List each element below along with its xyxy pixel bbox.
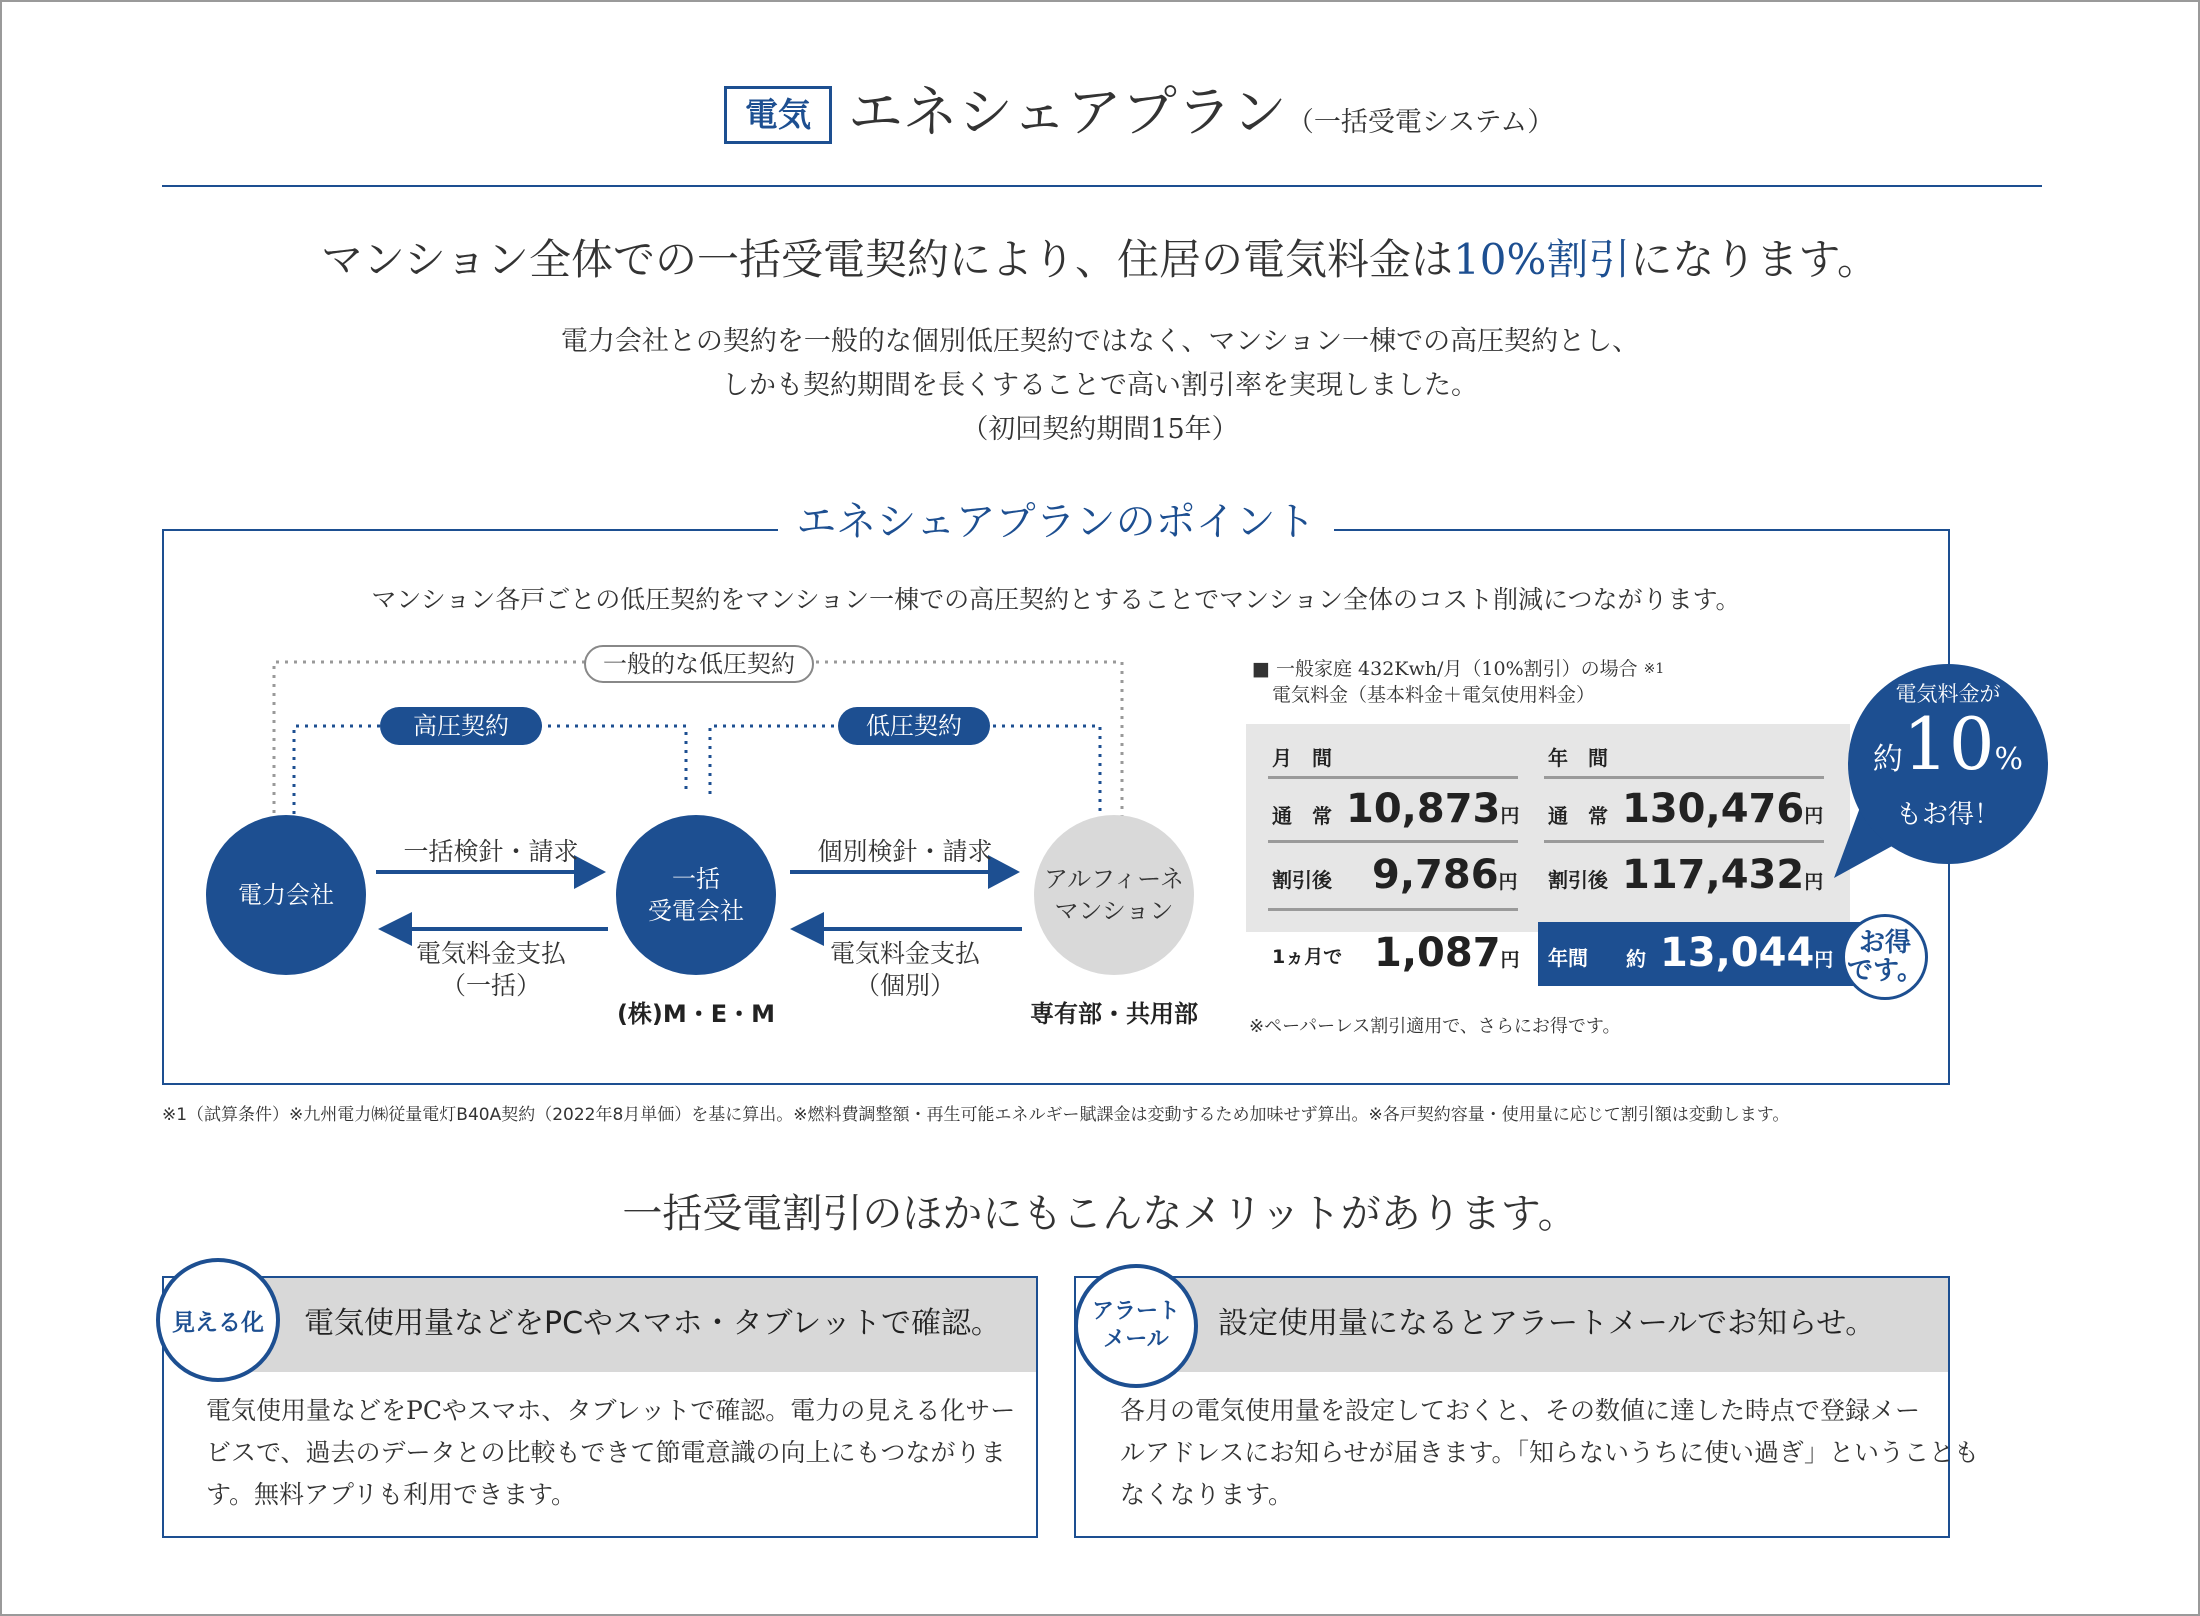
yen-unit: 円 [1500, 949, 1520, 971]
condition-line: ■ 一般家庭 432Kwh/月（10%割引）の場合 [1252, 658, 1638, 680]
yen-unit: 円 [1498, 871, 1518, 893]
monthly-normal-price [1346, 784, 1519, 841]
card-line: 各月の電気使用量を設定しておくと、その数値に達した時点で登録メー [1120, 1396, 1921, 1425]
yearly-discount-value: 117,432 [1622, 852, 1805, 898]
row-divider [1268, 776, 1518, 779]
points-title: エネシェアプランのポイント [778, 498, 1334, 546]
yearly-saving-prefix: 約 [1626, 947, 1646, 971]
monthly-discount-value: 9,786 [1372, 852, 1499, 898]
arrow2-right-shaft [790, 870, 990, 874]
card-title: 設定使用量になるとアラートメールでお知らせ。 [1218, 1306, 1876, 1341]
bubble-main [1848, 702, 2048, 800]
mansion-node [1034, 815, 1194, 975]
bubble-prefix: 約 [1872, 742, 1903, 777]
bubble-line: もお得！ [1895, 800, 2000, 830]
bubble-line: 電気料金が [1895, 682, 2001, 706]
yearly-header: 年 間 [1548, 746, 1608, 770]
yen-unit: 円 [1804, 805, 1824, 827]
card-line: 電気使用量などをPCやスマホ、タブレットで確認。電力の見える化サー [206, 1396, 1016, 1425]
arrow2-bottom-line: （個別） [854, 971, 955, 1000]
alert-mail-badge [1074, 1264, 1198, 1388]
price-condition [1252, 656, 1664, 708]
yen-unit: 円 [1500, 805, 1520, 827]
otoku-text: お得 [1858, 928, 1911, 958]
discount-label: 割引後 [1272, 868, 1332, 892]
monthly-saving-value: 1,087 [1374, 930, 1501, 976]
merit-card-visualization [162, 1276, 1038, 1538]
bulk-company-caption: (株)M・E・M [616, 1000, 776, 1028]
arrow2-top-label: 個別検針・請求 [817, 837, 993, 866]
points-description: マンション各戸ごとの低圧契約をマンション一棟での高圧契約とすることでマンション全体のコスト削減につながります。 [371, 585, 1741, 614]
arrow2-bottom-label [792, 938, 1018, 1002]
bulk-company-label: 受電会社 [648, 897, 744, 925]
bulk-company-node [616, 815, 776, 975]
yen-unit: 円 [1814, 949, 1834, 971]
card-body [1120, 1390, 1979, 1516]
badge-text: メール [1103, 1327, 1169, 1352]
row-divider [1268, 908, 1518, 911]
category-badge: 電気 [724, 86, 832, 144]
plan-name: エネシェアプラン [848, 80, 1287, 144]
badge-text: アラート [1091, 1299, 1180, 1324]
condition-mark: ※1 [1643, 661, 1665, 677]
card-body [206, 1390, 1015, 1516]
card-line: なくなります。 [1120, 1480, 1294, 1509]
otoku-badge [1842, 914, 1928, 1000]
mansion-caption: 専有部・共用部 [1030, 1000, 1198, 1028]
card-line: ルアドレスにお知らせが届きます。「知らないうちに使い過ぎ」ということも [1120, 1438, 1980, 1467]
discount-label: 割引後 [1548, 868, 1608, 892]
high-voltage-label: 高圧契約 [380, 707, 542, 745]
card-line: す。無料アプリも利用できます。 [206, 1480, 577, 1509]
headline-highlight: 10%割引 [1453, 235, 1631, 284]
yearly-saving [1626, 928, 1833, 985]
merits-heading: 一括受電割引のほかにもこんなメリットがあります。 [622, 1191, 1578, 1237]
arrow1-bottom-line: （一括） [440, 971, 541, 1000]
card-line: ビスで、過去のデータとの比較もできて節電意識の向上にもつながりま [206, 1438, 1006, 1467]
intro-line: （初回契約期間15年） [961, 414, 1239, 445]
low-voltage-label: 低圧契約 [838, 707, 990, 745]
merit-card-alert-mail [1074, 1276, 1980, 1538]
footnote: ※1（試算条件）※九州電力㈱従量電灯B40A契約（2022年8月単価）を基に算出。※燃料費調整額・再生可能エネルギー賦課金は変動するため加味せず算出。※各戸契約容量・使用量に応じて割引額は変動します。 [162, 1105, 1790, 1125]
discount-bubble [1848, 680, 2048, 830]
yearly-discount-price [1622, 850, 1823, 907]
arrow1-left-shaft [412, 927, 608, 931]
monthly-normal-value: 10,873 [1346, 786, 1501, 832]
yearly-saving-value: 13,044 [1659, 930, 1815, 976]
condition-line: 電気料金（基本料金＋電気使用料金） [1272, 684, 1596, 706]
paperless-note: ※ペーパーレス割引適用で、さらにお得です。 [1249, 1016, 1621, 1037]
row-divider [1544, 840, 1824, 843]
monthly-header: 月 間 [1272, 746, 1332, 770]
arrow1-right-shaft [376, 870, 576, 874]
plan-subtitle: （一括受電システム） [1286, 107, 1555, 138]
per-month-label: 1ヵ月で [1272, 946, 1343, 968]
otoku-text: です。 [1847, 956, 1923, 986]
power-company-node [206, 815, 366, 975]
yearly-normal-price [1622, 784, 1823, 841]
arrow2-left-shaft [824, 927, 1022, 931]
intro-line: 電力会社との契約を一般的な個別低圧契約ではなく、マンション一棟での高圧契約とし、 [560, 326, 1640, 357]
headline-before: マンション全体での一括受電契約により、住居の電気料金は [320, 235, 1454, 284]
arrow1-top-label: 一括検針・請求 [403, 837, 579, 866]
monthly-discount-price [1372, 850, 1518, 907]
normal-label: 通 常 [1272, 804, 1332, 828]
arrow1-bottom-label [378, 938, 604, 1002]
row-divider [1268, 840, 1518, 843]
card-title: 電気使用量などをPCやスマホ・タブレットで確認。 [304, 1306, 1001, 1341]
arrow1-bottom-line: 電気料金支払 [415, 939, 566, 968]
power-company-label: 電力会社 [238, 881, 334, 909]
arrow2-bottom-line: 電気料金支払 [829, 939, 980, 968]
headline-after: になります。 [1630, 235, 1880, 284]
yearly-normal-value: 130,476 [1622, 786, 1805, 832]
bulk-company-label: 一括 [672, 865, 720, 893]
bubble-number: 10 [1902, 702, 1995, 786]
yen-unit: 円 [1804, 871, 1824, 893]
visualization-badge [156, 1258, 280, 1382]
mansion-label: アルフィーネ [1044, 865, 1184, 893]
yearly-saving-label: 年間 [1548, 946, 1588, 970]
intro-line: しかも契約期間を長くすることで高い割引率を実現しました。 [722, 370, 1478, 401]
bubble-percent: % [1994, 742, 2024, 777]
badge-text: 見える化 [172, 1309, 264, 1336]
row-divider [1544, 776, 1824, 779]
mansion-label: マンション [1054, 897, 1174, 925]
general-contract-label: 一般的な低圧契約 [584, 645, 814, 683]
monthly-saving [1374, 928, 1520, 985]
normal-label: 通 常 [1548, 804, 1608, 828]
